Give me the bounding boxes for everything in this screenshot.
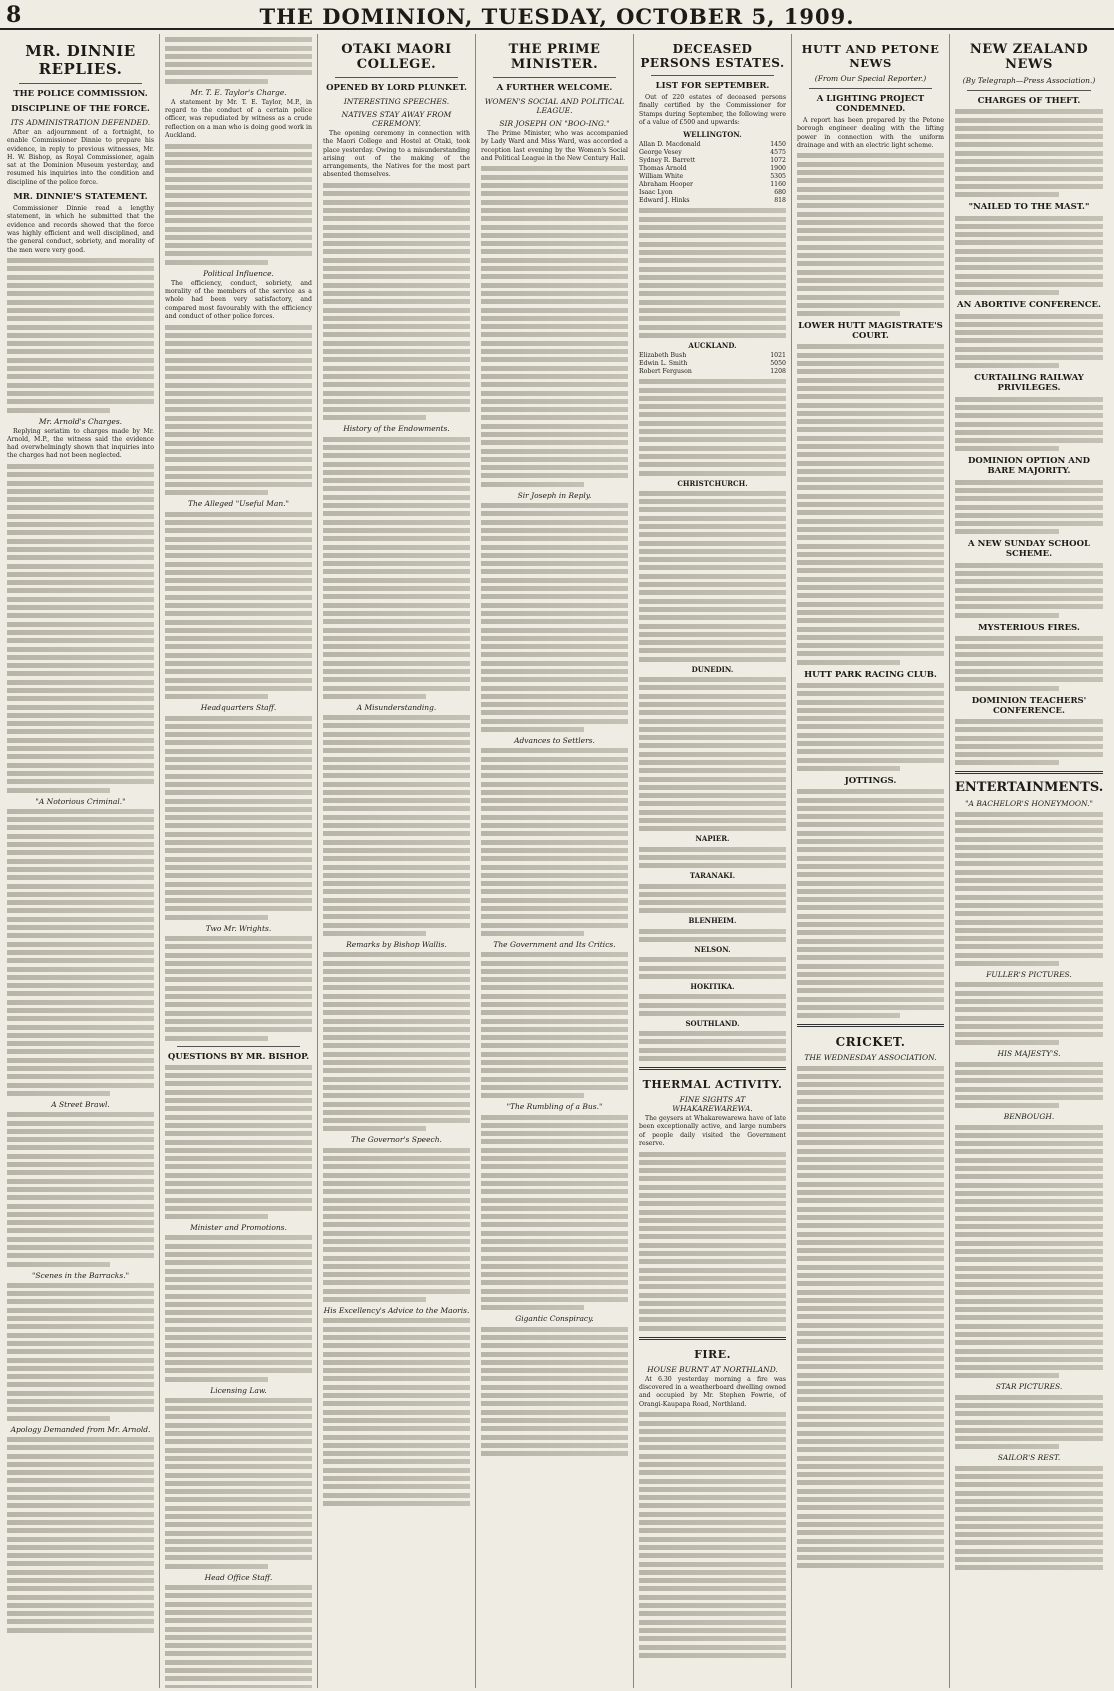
headline-cricket: CRICKET.	[835, 1035, 906, 1050]
paragraph: After an adjournment of a fortnight, to enable Commissioner Dinnie to prepare his evidence, in reply to previous witnesses, Mr. H. W. Bishop, as Royal Commissioner, again sat at the Dominion Museum yesterday, and resumed his inquiries into the condition and discipline of the police force.	[7, 129, 154, 186]
subhead: History of the Endowments.	[343, 424, 450, 434]
subhead: LIST FOR SEPTEMBER.	[655, 81, 770, 91]
subhead: Sir Joseph in Reply.	[517, 490, 592, 500]
divider	[955, 771, 1103, 774]
subhead: CURTAILING RAILWAY PRIVILEGES.	[974, 373, 1084, 394]
subhead: MR. DINNIE'S STATEMENT.	[13, 192, 148, 203]
subhead: The Governor's Speech.	[351, 1135, 442, 1145]
masthead-title: THE DOMINION, TUESDAY, OCTOBER 5, 1909.	[259, 4, 855, 29]
subhead: His Excellency's Advice to the Maoris.	[323, 1306, 470, 1316]
subhead: "A BACHELOR'S HONEYMOON."	[965, 799, 1093, 809]
paragraph: Out of 220 estates of deceased persons finally certified by the Commissioner for Stamps during September, the following were of a value of £500 and upwards:	[639, 94, 786, 126]
headline-fire: FIRE.	[694, 1347, 731, 1361]
subhead: ITS ADMINISTRATION DEFENDED.	[10, 118, 151, 127]
subhead: Apology Demanded from Mr. Arnold.	[10, 1424, 151, 1434]
list-item: William White 5305	[639, 173, 786, 181]
list-item: Sydney R. Barrett 1072	[639, 157, 786, 165]
subhead: A Misunderstanding.	[356, 702, 437, 712]
subhead: AN ABORTIVE CONFERENCE.	[957, 300, 1101, 311]
paragraph: A report has been prepared by the Petone borough engineer dealing with the lifting power in connection with the uniform drainage and with an electric light scheme.	[797, 117, 944, 149]
paragraph: The efficiency, conduct, sobriety, and morality of the members of the service as a whole had been very satisfactory, and compared most favourably with the efficiency and conduct of other police forces.	[165, 279, 312, 320]
subhead: MYSTERIOUS FIRES.	[978, 622, 1080, 633]
subhead: LOWER HUTT MAGISTRATE'S COURT.	[798, 321, 943, 342]
subhead: OPENED BY LORD PLUNKET.	[326, 83, 467, 93]
headline-otaki: OTAKI MAORI COLLEGE.	[341, 42, 452, 72]
column-5	[634, 34, 792, 1688]
subhead: DISCIPLINE OF THE FORCE.	[11, 104, 150, 114]
paragraph: The opening ceremony in connection with the Maori College and Hostel at Otaki, took place yesterday. Owing to a misunderstanding arising out of the making of the arrangements, the Natives for the most part absented themselves.	[323, 130, 470, 179]
divider	[809, 88, 932, 89]
region-heading: TARANAKI.	[689, 871, 736, 881]
column-4	[476, 34, 634, 1688]
subhead: Head Office Staff.	[204, 1572, 273, 1582]
subhead: The Government and Its Critics.	[493, 939, 616, 949]
subhead: Minister and Promotions.	[190, 1223, 287, 1233]
subhead: HIS MAJESTY'S.	[997, 1049, 1061, 1059]
list-item: Robert Ferguson 1208	[639, 367, 786, 375]
subhead: WOMEN'S SOCIAL AND POLITICAL LEAGUE.	[484, 97, 625, 115]
estates-list	[639, 131, 786, 1061]
subhead: DOMINION OPTION AND BARE MAJORITY.	[967, 456, 1090, 477]
region-heading: DUNEDIN.	[691, 664, 734, 674]
column-2	[160, 34, 318, 1688]
subhead: FULLER'S PICTURES.	[986, 970, 1072, 980]
subhead: Mr. T. E. Taylor's Charge.	[190, 87, 287, 97]
subhead: Gigantic Conspiracy.	[515, 1314, 594, 1324]
subhead: JOTTINGS.	[844, 775, 897, 786]
list-item: George Vesey 4575	[639, 149, 786, 157]
list-item: Isaac Lyon 680	[639, 189, 786, 197]
headline-nz-news: NEW ZEALAND NEWS	[969, 42, 1089, 72]
subhead: A Street Brawl.	[51, 1099, 110, 1109]
masthead	[0, 0, 1114, 30]
region-heading: NELSON.	[694, 945, 731, 955]
list-item: Thomas Arnold 1900	[639, 165, 786, 173]
paragraph: A statement by Mr. T. E. Taylor, M.P., in regard to the conduct of a certain police officer, was repudiated by witness as a crude reflection on a man who is doing good work in Auckland.	[165, 98, 312, 139]
paragraph: Commissioner Dinnie read a lengthy statement, in which he submitted that the evidence and records showed that the force was highly efficient and well disciplined, and the general conduct, sobriety, and morality of the men were very good.	[7, 205, 154, 254]
divider	[639, 1337, 786, 1340]
divider	[335, 77, 458, 78]
column-1	[2, 34, 160, 1688]
subhead: THE WEDNESDAY ASSOCIATION.	[804, 1053, 937, 1063]
subhead: "NAILED TO THE MAST."	[968, 202, 1090, 213]
divider	[19, 83, 142, 84]
subhead: CHARGES OF THEFT.	[977, 96, 1081, 106]
subhead: Headquarters Staff.	[200, 703, 277, 713]
byline: (From Our Special Reporter.)	[814, 74, 927, 83]
region-heading: NAPIER.	[695, 834, 730, 844]
subhead: THE POLICE COMMISSION.	[13, 89, 148, 99]
headline-thermal: THERMAL ACTIVITY.	[642, 1078, 783, 1092]
subhead: A LIGHTING PROJECT CONDEMNED.	[816, 94, 925, 114]
subhead: FINE SIGHTS AT WHAKAREWAREWA.	[672, 1095, 753, 1114]
subhead: "A Notorious Criminal."	[35, 796, 126, 806]
page-number: 8	[6, 2, 22, 28]
subhead: BENBOUGH.	[1003, 1112, 1055, 1122]
divider	[639, 1067, 786, 1070]
paragraph: The geysers at Whakarewarewa have of late been exceptionally active, and large numbers of people daily visited the Government reserve.	[639, 1115, 786, 1147]
subhead: Political Influence.	[203, 268, 274, 278]
column-7	[950, 34, 1108, 1688]
subhead: Two Mr. Wrights.	[205, 923, 272, 933]
paragraph: Replying seriatim to charges made by Mr. Arnold, M.P., the witness said the evidence had overwhelmingly shown that inquiries into the charges had not been neglected.	[7, 427, 154, 460]
headline-hutt-petone: HUTT AND PETONE NEWS	[801, 42, 940, 70]
column-6	[792, 34, 950, 1688]
headline-prime-minister: THE PRIME MINISTER.	[508, 42, 601, 72]
subhead: SAILOR'S REST.	[997, 1453, 1061, 1463]
subhead: Licensing Law.	[210, 1385, 267, 1395]
list-item: Allan D. Macdonald 1450	[639, 141, 786, 149]
region-heading: WELLINGTON.	[683, 130, 742, 140]
headline-dinnie: MR. DINNIE REPLIES.	[25, 42, 136, 78]
subhead: INTERESTING SPEECHES.	[343, 97, 450, 106]
column-3	[318, 34, 476, 1688]
subhead: "The Rumbling of a Bus."	[506, 1102, 603, 1112]
divider	[967, 90, 1091, 91]
subhead: Advances to Settlers.	[514, 736, 595, 746]
subhead: Remarks by Bishop Wallis.	[346, 939, 447, 949]
region-heading: CHRISTCHURCH.	[677, 478, 748, 488]
divider	[797, 1024, 944, 1027]
headline-entertainments: ENTERTAINMENTS.	[955, 780, 1104, 796]
region-heading: SOUTHLAND.	[685, 1018, 740, 1028]
columns	[2, 34, 1112, 1688]
subhead: A NEW SUNDAY SCHOOL SCHEME.	[968, 539, 1090, 560]
divider	[177, 1046, 300, 1047]
list-item: Edwin L. Smith 5050	[639, 359, 786, 367]
headline-estates: DECEASED PERSONS ESTATES.	[640, 42, 785, 70]
divider	[651, 75, 774, 76]
subhead: Mr. Arnold's Charges.	[38, 416, 123, 426]
paragraph: At 6.30 yesterday morning a fire was discovered in a weatherboard dwelling owned and occupied by Mr. Stephen Fowrie, of Orangi-Kaupapa Road, Northland.	[639, 1375, 786, 1408]
subhead: The Alleged "Useful Man."	[188, 499, 289, 509]
subhead: DOMINION TEACHERS' CONFERENCE.	[971, 695, 1087, 716]
subhead: "Scenes in the Barracks."	[31, 1270, 130, 1280]
subhead: QUESTIONS BY MR. BISHOP.	[167, 1051, 310, 1062]
list-item: Abraham Hooper 1160	[639, 181, 786, 189]
region-heading: BLENHEIM.	[688, 916, 737, 926]
list-item: Elizabeth Bush 1021	[639, 351, 786, 359]
divider	[493, 77, 616, 78]
subhead: HOUSE BURNT AT NORTHLAND.	[647, 1364, 778, 1374]
subhead: NATIVES STAY AWAY FROM CEREMONY.	[341, 110, 452, 128]
subhead: SIR JOSEPH ON "BOO-ING."	[499, 119, 610, 128]
subhead: HUTT PARK RACING CLUB.	[804, 669, 937, 680]
subhead: A FURTHER WELCOME.	[496, 83, 613, 93]
list-item: Edward J. Hinks 818	[639, 197, 786, 205]
paragraph: The Prime Minister, who was accompanied by Lady Ward and Miss Ward, was accorded a reception last evening by the Women's Social and Political League in the New Century Hall.	[481, 130, 628, 162]
subhead: STAR PICTURES.	[995, 1382, 1063, 1392]
byline: (By Telegraph—Press Association.)	[962, 76, 1096, 85]
region-heading: AUCKLAND.	[688, 340, 737, 350]
region-heading: HOKITIKA.	[690, 981, 735, 991]
